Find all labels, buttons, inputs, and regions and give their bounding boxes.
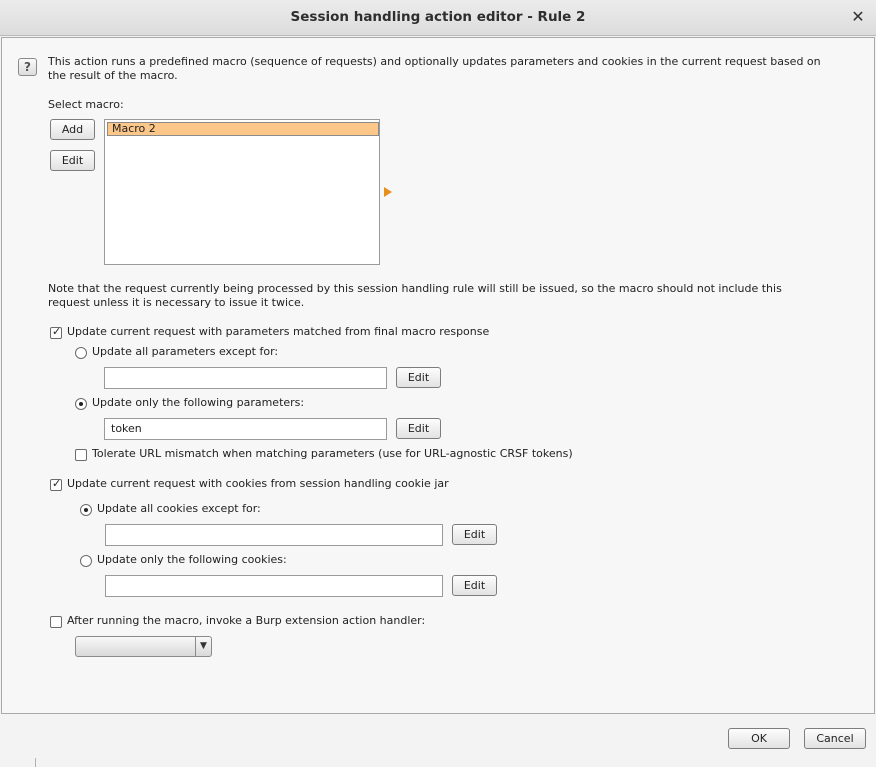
cancel-button[interactable]: Cancel [804,728,866,749]
cookies-only-following-edit-button[interactable]: Edit [452,575,497,596]
note-text-line1: Note that the request currently being processed by this session handling rule will still be issued, so the macro should not include this [48,282,782,295]
params-all-except-edit-button[interactable]: Edit [396,367,441,388]
update-cookies-checkbox[interactable] [50,479,62,491]
help-icon[interactable]: ? [18,58,37,76]
params-only-following-edit-button[interactable]: Edit [396,418,441,439]
cookies-only-following-field[interactable] [105,575,443,597]
update-params-label: Update current request with parameters matched from final macro response [67,325,490,338]
add-macro-button[interactable]: Add [50,119,95,140]
title-bar [0,0,876,36]
window-title: Session handling action editor - Rule 2 [290,9,586,25]
invoke-extension-checkbox[interactable] [50,616,62,628]
params-all-except-radio[interactable] [75,347,87,359]
footer-divider [35,758,36,767]
params-all-except-label: Update all parameters except for: [92,345,279,358]
update-params-checkbox[interactable] [50,327,62,339]
params-all-except-field[interactable] [104,367,387,389]
params-only-following-field[interactable]: token [104,418,387,440]
params-only-following-label: Update only the following parameters: [92,396,305,409]
intro-text-line2: the result of the macro. [48,69,178,82]
cookies-all-except-edit-button[interactable]: Edit [452,524,497,545]
chevron-down-icon[interactable]: ▼ [195,637,211,656]
update-cookies-label: Update current request with cookies from session handling cookie jar [67,477,449,490]
tolerate-url-mismatch-checkbox[interactable] [75,449,87,461]
list-item[interactable]: Macro 2 [107,122,379,136]
cookies-all-except-label: Update all cookies except for: [97,502,261,515]
cookies-all-except-field[interactable] [105,524,443,546]
params-only-following-radio[interactable] [75,398,87,410]
tolerate-url-mismatch-label: Tolerate URL mismatch when matching parameters (use for URL-agnostic CRSF tokens) [92,447,573,460]
select-macro-label: Select macro: [48,98,124,111]
cookies-only-following-label: Update only the following cookies: [97,553,287,566]
expand-arrow-icon[interactable] [384,187,392,197]
macro-list[interactable] [104,119,380,265]
cookies-only-following-radio[interactable] [80,555,92,567]
cookies-all-except-radio[interactable] [80,504,92,516]
invoke-extension-label: After running the macro, invoke a Burp extension action handler: [67,614,426,627]
intro-text-line1: This action runs a predefined macro (sequence of requests) and optionally updates parameters and cookies in the current request based on [48,55,821,68]
note-text-line2: request unless it is necessary to issue it twice. [48,296,305,309]
edit-macro-button[interactable]: Edit [50,150,95,171]
extension-handler-select[interactable] [75,636,212,657]
ok-button[interactable]: OK [728,728,790,749]
close-icon[interactable]: ✕ [851,7,865,26]
